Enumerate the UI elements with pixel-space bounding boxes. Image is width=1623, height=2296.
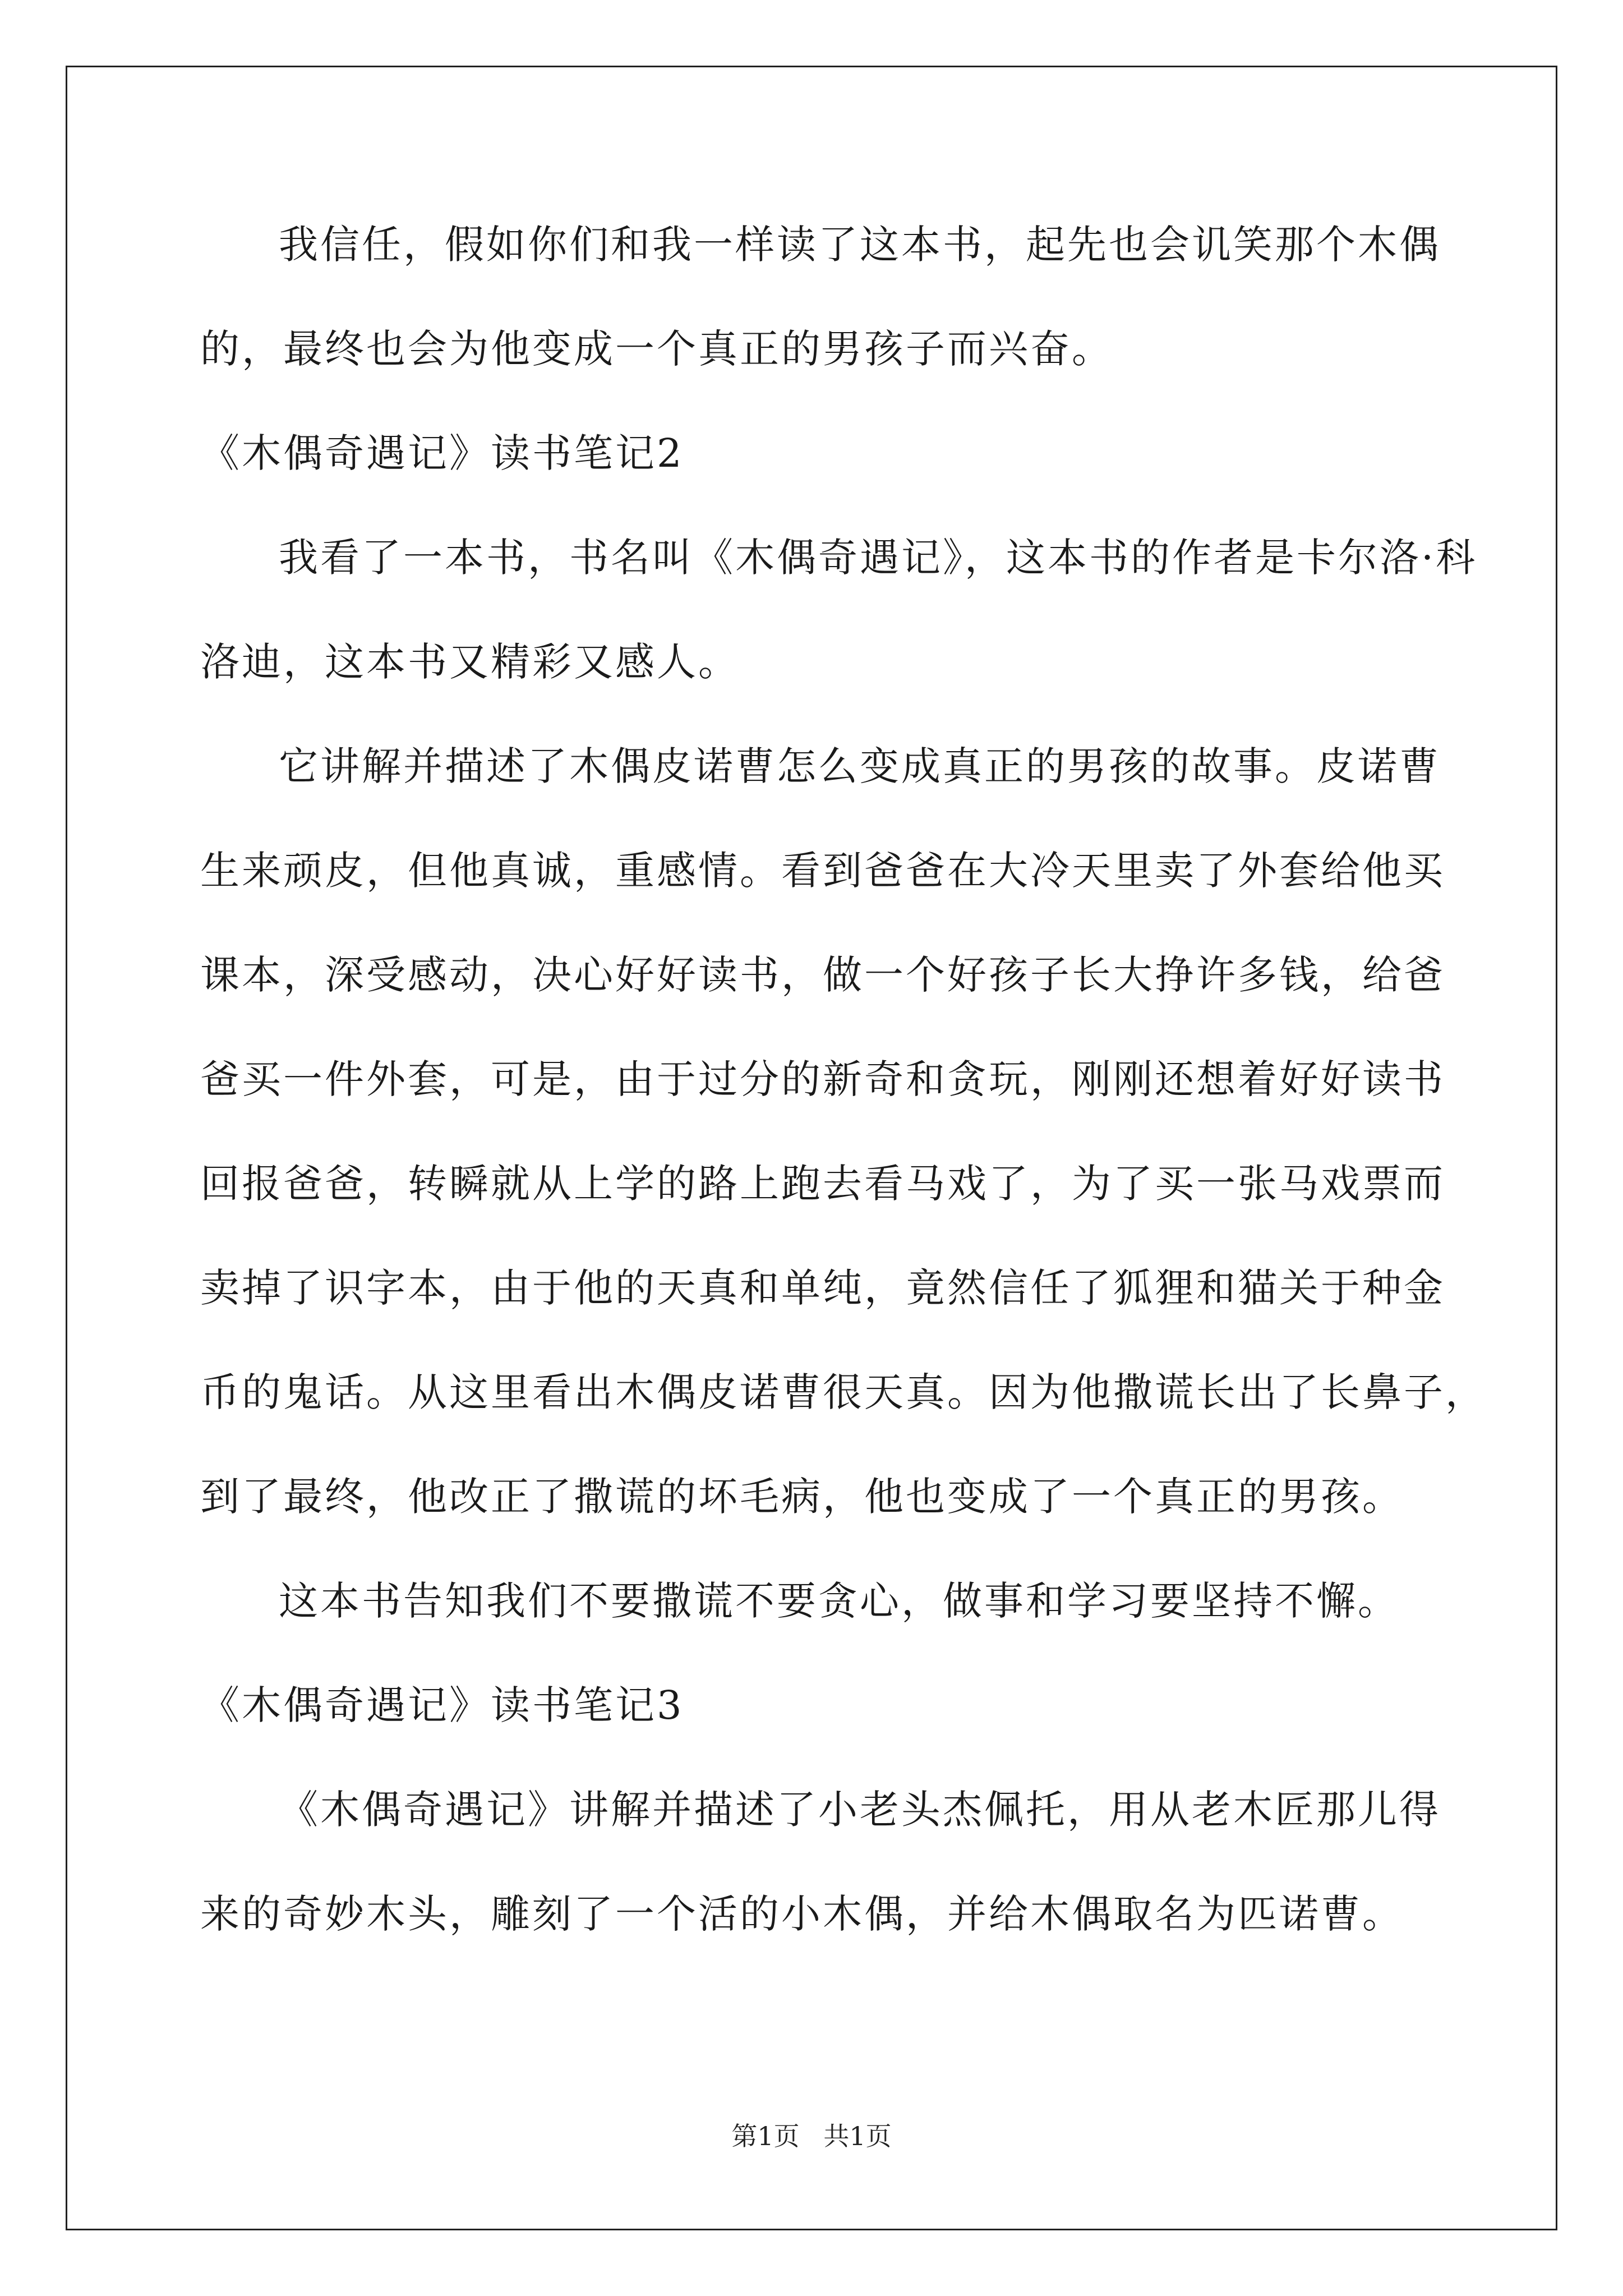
paragraph-line: 爸买一件外套，可是，由于过分的新奇和贪玩，刚刚还想着好好读书 [200,1056,1445,1102]
paragraph-line: 生来顽皮，但他真诚，重感情。看到爸爸在大冷天里卖了外套给他买 [200,848,1445,894]
paragraph-line: 我看了一本书，书名叫《木偶奇遇记》，这本书的作者是卡尔洛·科 [279,535,1478,581]
section-heading: 《木偶奇遇记》读书笔记3 [200,1682,684,1728]
paragraph-line: 币的鬼话。从这里看出木偶皮诺曹很天真。因为他撒谎长出了长鼻子， [200,1369,1487,1415]
page-number-current: 第1页 [731,2121,800,2151]
paragraph-line: 回报爸爸，转瞬就从上学的路上跑去看马戏了，为了买一张马戏票而 [200,1161,1445,1207]
paragraph-line: 卖掉了识字本，由于他的天真和单纯，竟然信任了狐狸和猫关于种金 [200,1265,1445,1311]
paragraph-line: 《木偶奇遇记》讲解并描述了小老头杰佩托，用从老木匠那儿得 [279,1787,1441,1833]
paragraph-line: 它讲解并描述了木偶皮诺曹怎么变成真正的男孩的故事。皮诺曹 [279,743,1441,789]
paragraph-line: 我信任，假如你们和我一样读了这本书，起先也会讥笑那个木偶 [279,222,1441,268]
paragraph-line: 课本，深受感动，决心好好读书，做一个好孩子长大挣许多钱，给爸 [200,952,1445,998]
paragraph-line: 的，最终也会为他变成一个真正的男孩子而兴奋。 [200,326,1113,372]
paragraph-line: 到了最终，他改正了撒谎的坏毛病，他也变成了一个真正的男孩。 [200,1474,1404,1520]
page-footer [0,2119,1623,2153]
paragraph-line: 来的奇妙木头，雕刻了一个活的小木偶，并给木偶取名为匹诺曹。 [200,1891,1404,1937]
section-heading: 《木偶奇遇记》读书笔记2 [200,430,684,476]
paragraph-line: 洛迪，这本书又精彩又感人。 [200,639,740,685]
page-number-total: 共1页 [823,2121,892,2151]
paragraph-line: 这本书告知我们不要撒谎不要贪心，做事和学习要坚持不懈。 [279,1578,1399,1624]
